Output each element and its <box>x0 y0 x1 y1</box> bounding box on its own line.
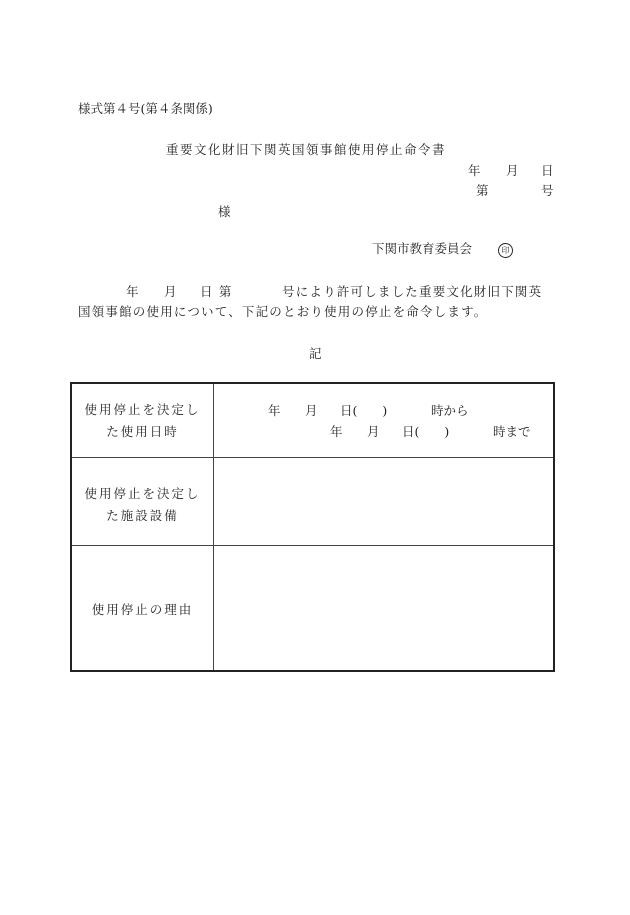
issuer-name: 下関市教育委員会 <box>372 241 473 256</box>
detail-table <box>70 382 555 672</box>
to-year: 年 <box>330 424 343 439</box>
body-month: 月 <box>164 284 178 299</box>
date-month: 月 <box>506 163 519 178</box>
from-year: 年 <box>268 403 281 418</box>
row2-label <box>72 483 213 527</box>
body-line-2: 国領事館の使用について、下記のとおり使用の停止を命令します。 <box>78 304 488 319</box>
document-title: 重要文化財旧下関英国領事館使用停止命令書 <box>166 142 447 157</box>
row3-label-text: 使用停止の理由 <box>91 602 194 617</box>
row2-label-line2: た施設設備 <box>106 508 179 523</box>
form-number: 様式第４号(第４条関係) <box>78 101 213 116</box>
to-suffix: 時まで <box>493 424 531 439</box>
body-year: 年 <box>126 284 140 299</box>
issuer-line <box>372 241 513 258</box>
date-year: 年 <box>468 163 481 178</box>
recipient-suffix: 様 <box>218 204 231 219</box>
from-day: 日( ) <box>340 403 388 418</box>
from-month: 月 <box>305 403 318 418</box>
seal-icon: 印 <box>498 243 513 258</box>
to-day: 日( ) <box>402 424 450 439</box>
date-day: 日 <box>541 163 554 178</box>
to-month: 月 <box>367 424 380 439</box>
table-row-divider-2 <box>72 545 553 546</box>
row1-label-line1: 使用停止を決定し <box>84 402 201 417</box>
body-rest: 号により許可しました重要文化財旧下関英 <box>282 284 543 299</box>
body-day-dai: 日 第 <box>200 284 233 299</box>
ki-heading: 記 <box>309 346 322 361</box>
table-column-divider <box>213 384 214 670</box>
from-suffix: 時から <box>431 403 469 418</box>
row3-label <box>72 599 213 621</box>
row1-label <box>72 399 213 443</box>
row1-label-line2: た使用日時 <box>106 424 179 439</box>
table-row-divider-1 <box>72 457 553 458</box>
number-dai: 第 <box>476 183 489 198</box>
row2-label-line1: 使用停止を決定し <box>84 486 201 501</box>
number-go: 号 <box>541 183 554 198</box>
